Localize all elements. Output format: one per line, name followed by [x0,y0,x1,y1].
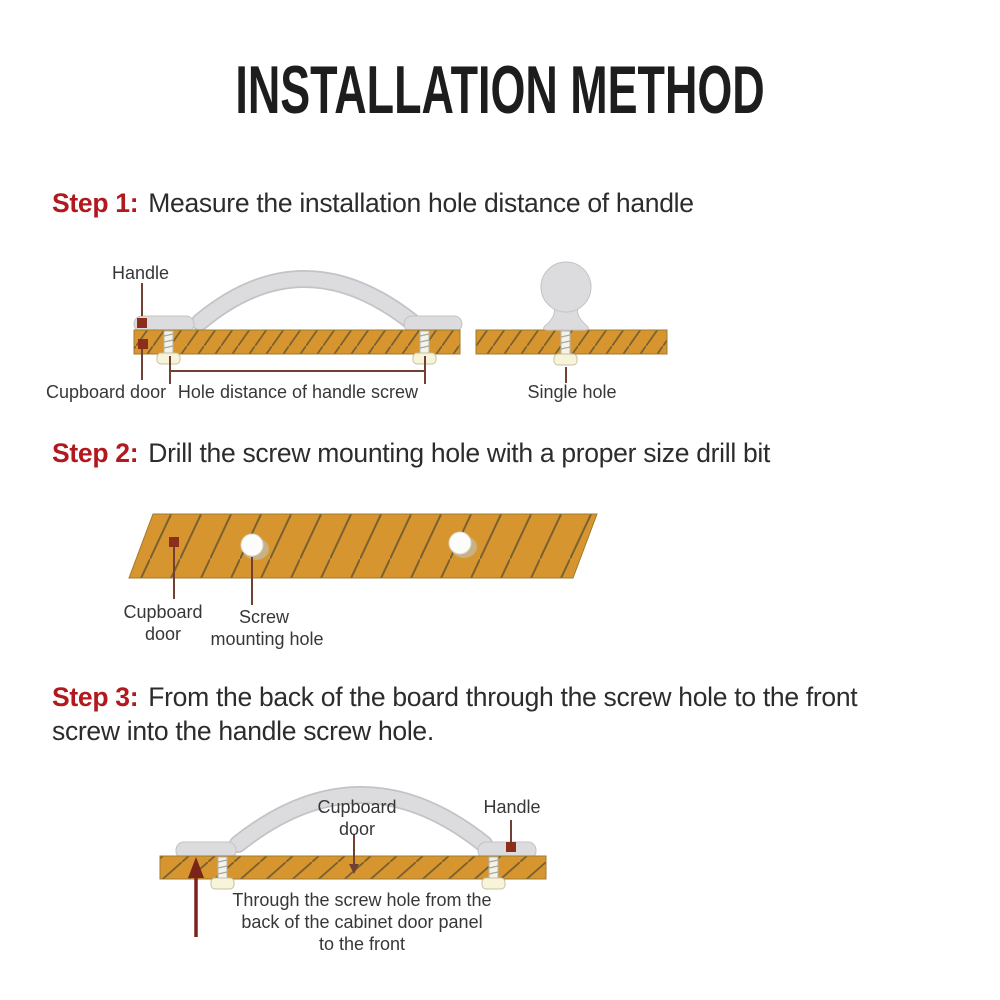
step2-heading [52,436,770,470]
cupboard-door-label-step1: Cupboard door [46,382,167,402]
step1-heading [52,186,694,220]
step3-heading [52,680,932,748]
handle-marker-square [137,318,147,328]
cupboard-door-marker-square [138,339,148,349]
knob [541,262,591,330]
step3-caption-line2: back of the cabinet door panel [241,912,483,932]
page-title [0,52,1000,128]
step1-text: Measure the installation hole distance of handle [148,188,694,218]
handle-marker-square-step3 [506,842,516,852]
step3-label: Step 3: [52,682,139,712]
step2-text: Drill the screw mounting hole with a proper size drill bit [148,438,771,468]
cupboard-door-label-step3-line1: Cupboard [317,797,397,817]
cupboard-door-label-step2-line2: door [144,624,182,644]
cupboard-door-board [134,330,460,354]
handle-arc [200,279,412,322]
screw-hole-label-line1: Screw [238,607,289,627]
page-title-text: INSTALLATION METHOD [235,52,765,128]
screw-hole-label-line2: mounting hole [210,629,324,649]
step1-label: Step 1: [52,188,139,218]
step2-label: Step 2: [52,438,139,468]
hole-distance-measure [170,356,425,384]
cupboard-door-panel [129,514,597,578]
single-hole-label: Single hole [527,382,617,402]
step3-caption-line3: to the front [318,934,406,954]
cupboard-door-label-step3-line2: door [338,819,376,839]
cupboard-door-label-step2-line1: Cupboard [123,602,203,622]
handle-label-step3: Handle [483,797,541,817]
cupboard-door-marker-square-step2 [169,537,179,547]
handle-label-step1: Handle [112,263,170,283]
single-hole-board [476,330,667,354]
step3-caption-line1: Through the screw hole from the [232,890,492,910]
hole-distance-label: Hole distance of handle screw [177,382,419,402]
step3-text: From the back of the board through the screw hole to the front screw into the handle screw hole. [52,682,858,746]
